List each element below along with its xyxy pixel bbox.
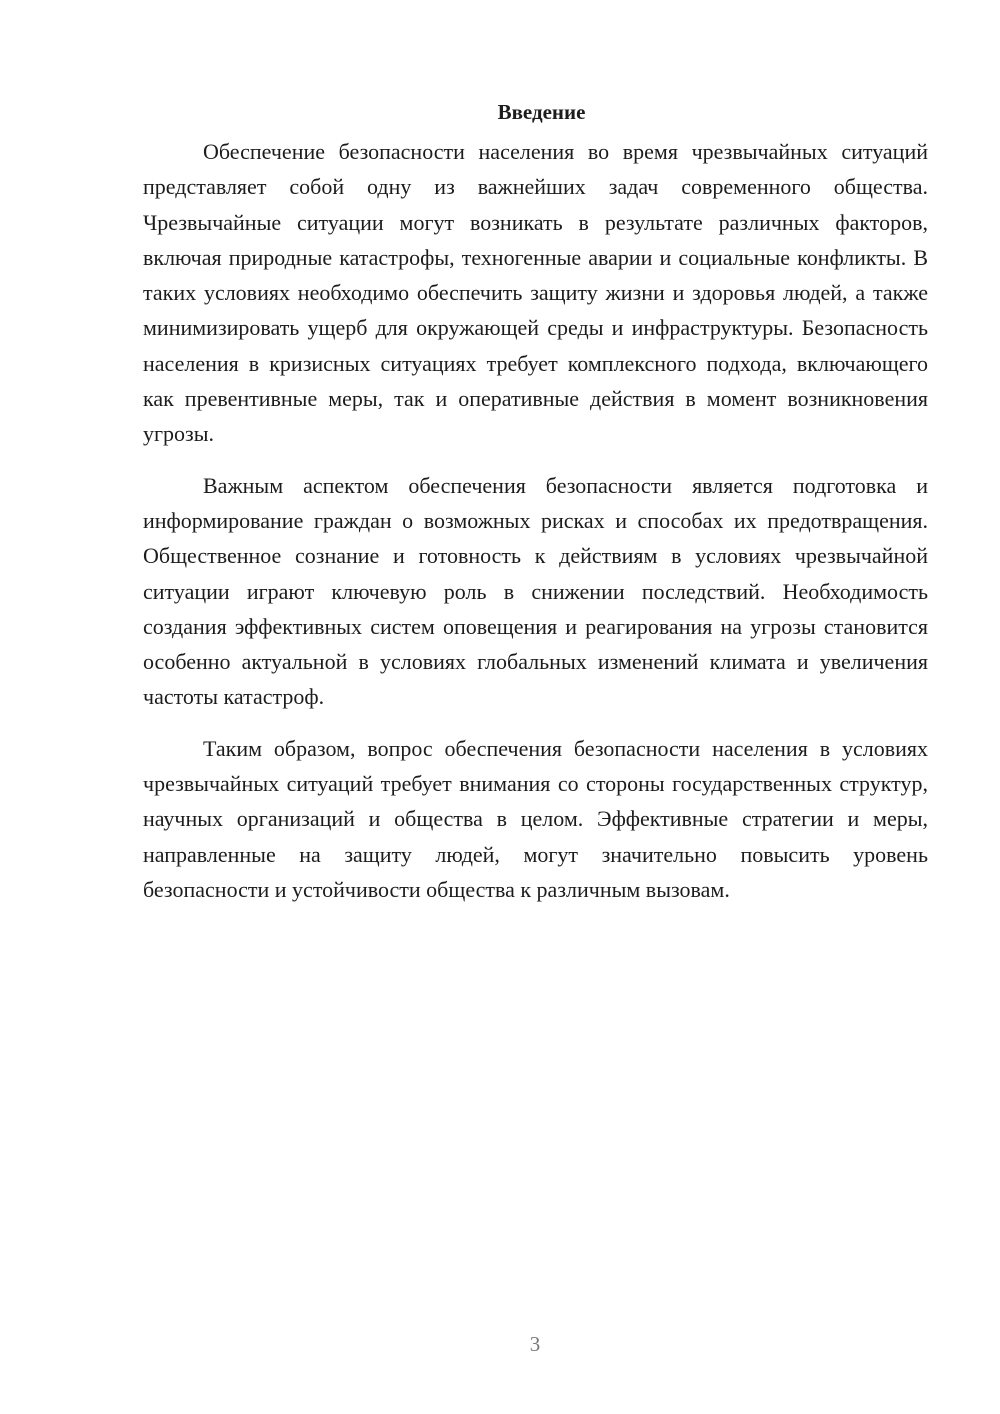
section-heading: Введение — [497, 100, 586, 124]
paragraph-1: Обеспечение безопасности населения во время чрезвычайных ситуаций представляет собой одну из важнейших задач современного общества. Чрезвычайные ситуации могут возникать в результате различных факторов, включая природные катастрофы, техногенные аварии и социальные конфликты. В таких условиях необходимо обеспечить защиту жизни и здоровья людей, а также минимизировать ущерб для окружающей среды и инфраструктуры. Безопасность населения в кризисных ситуациях требует комплексного подхода, включающего как превентивные меры, так и оперативные действия в момент возникновения угрозы. — [143, 139, 928, 447]
document-page — [143, 92, 928, 923]
page-number: 3 — [529, 1332, 541, 1356]
paragraph-3: Таким образом, вопрос обеспечения безопасности населения в условиях чрезвычайных ситуаций требует внимания со стороны государственных структур, научных организаций и общества в целом. Эффективные стратегии и меры, направленные на защиту людей, могут значительно повысить уровень безопасности и устойчивости общества к различным вызовам. — [143, 735, 928, 902]
paragraph-2: Важным аспектом обеспечения безопасности является подготовка и информирование граждан о возможных рисках и способах их предотвращения. Общественное сознание и готовность к действиям в условиях чрезвычайной ситуации играют ключевую роль в снижении последствий. Необходимость создания эффективных систем оповещения и реагирования на угрозы становится особенно актуальной в условиях глобальных изменений климата и увеличения частоты катастроф. — [143, 472, 928, 710]
